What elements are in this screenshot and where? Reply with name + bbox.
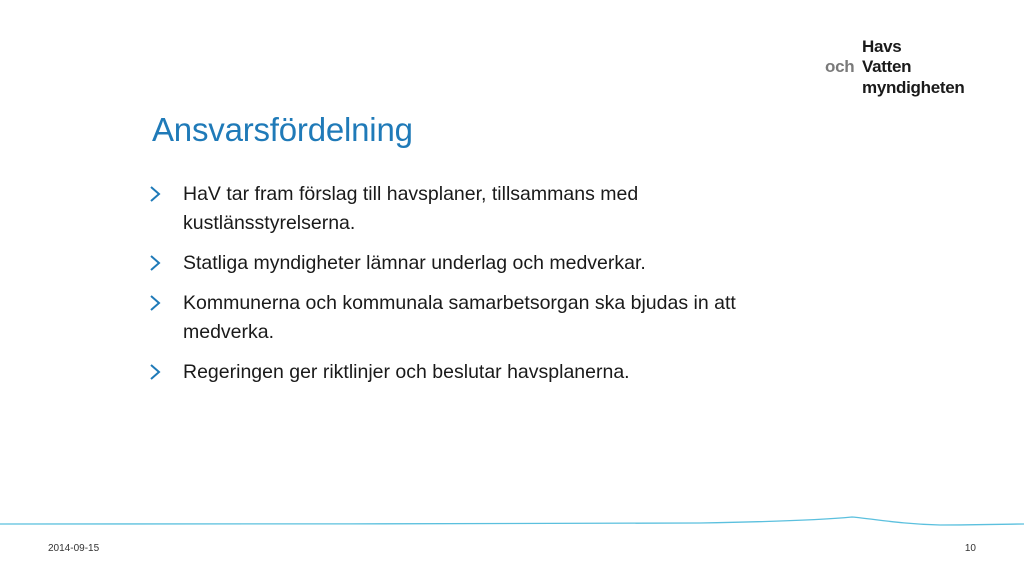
logo-line-vatten: Vatten — [862, 57, 912, 76]
chevron-right-icon — [148, 185, 162, 203]
chevron-right-icon — [148, 363, 162, 381]
bullet-item — [148, 180, 788, 238]
footer-wave-line — [0, 508, 1024, 532]
chevron-right-icon — [148, 294, 162, 312]
footer-date: 2014-09-15 — [48, 543, 100, 554]
bullet-item — [148, 358, 788, 387]
logo-line-havs: Havs — [862, 37, 902, 56]
footer-page-number: 10 — [964, 543, 976, 554]
chevron-right-icon — [148, 254, 162, 272]
bullet-text: Kommunerna och kommunala samarbetsorgan ska bjudas in att medverka. — [183, 292, 736, 343]
bullet-text: HaV tar fram förslag till havsplaner, tillsammans med kustlänsstyrelserna. — [183, 183, 639, 234]
slide-title: Ansvarsfördelning — [152, 111, 413, 148]
logo-line-och: och — [825, 57, 855, 76]
logo-line-myndigheten: myndigheten — [862, 78, 965, 97]
bullet-text: Regeringen ger riktlinjer och beslutar havsplanerna. — [183, 361, 630, 383]
bullet-list — [148, 180, 788, 398]
havs-och-vatten-logo — [825, 37, 995, 103]
bullet-text: Statliga myndigheter lämnar underlag och medverkar. — [183, 252, 646, 274]
bullet-item — [148, 249, 788, 278]
bullet-item — [148, 289, 788, 347]
